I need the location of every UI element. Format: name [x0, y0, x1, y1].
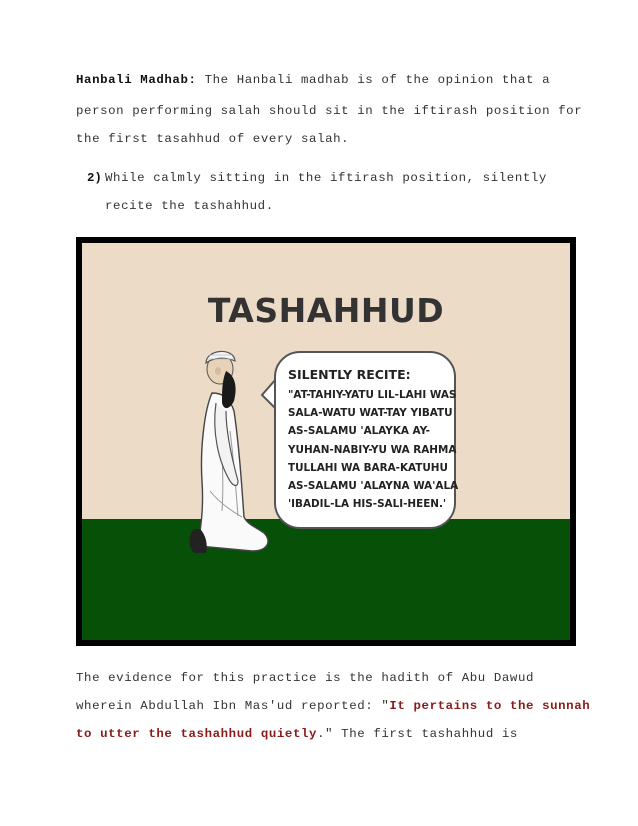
- bubble-line-4: YUHAN-NABIY-YU WA RAHMA: [288, 443, 457, 456]
- bubble-line-7: 'IBADIL-LA HIS-SALI-HEEN.': [288, 498, 447, 511]
- bubble-line-6: AS-SALAMU 'ALAYNA WA'ALA: [288, 480, 459, 493]
- speech-bubble: [274, 351, 459, 529]
- floor-background: [82, 519, 570, 640]
- para2-line1: The evidence for this practice is the hadith of Abu Dawud: [76, 671, 535, 685]
- step-line2: recite the tashahhud.: [105, 199, 274, 213]
- para2-line2-text: wherein Abdullah Ibn Mas'ud reported: ": [76, 699, 390, 713]
- para2-line3: [76, 727, 518, 741]
- tashahhud-illustration: [76, 237, 576, 646]
- para1-line3: the first tasahhud of every salah.: [76, 132, 350, 146]
- step-line1: While calmly sitting in the iftirash position, silently: [105, 171, 547, 185]
- para1-line2: person performing salah should sit in the iftirash position for: [76, 104, 583, 118]
- bubble-line-1: "AT-TAHIY-YATU LIL-LAHI WAS: [288, 389, 457, 401]
- hanbali-label: Hanbali Madhab:: [76, 73, 197, 87]
- para1-line1: [76, 73, 550, 87]
- para2-line3-text: ." The first tashahhud is: [317, 727, 518, 741]
- hadith-quote-part2: to utter the tashahhud quietly: [76, 727, 318, 741]
- hadith-quote-part1: It pertains to the sunnah: [389, 699, 591, 713]
- bubble-line-3: AS-SALAMU 'ALAYKA AY-: [288, 425, 430, 438]
- bubble-line-2: SALA-WATU WAT-TAY YIBATU: [288, 407, 453, 420]
- bubble-line-5: TULLAHI WA BARA-KATUHU: [288, 461, 448, 474]
- figure-title: TASHAHHUD: [207, 291, 445, 330]
- para1-line1-text: The Hanbali madhab is of the opinion that a: [196, 73, 551, 87]
- step-number: 2): [87, 171, 102, 185]
- bubble-heading: SILENTLY RECITE:: [288, 367, 411, 382]
- para2-line2: [76, 699, 590, 713]
